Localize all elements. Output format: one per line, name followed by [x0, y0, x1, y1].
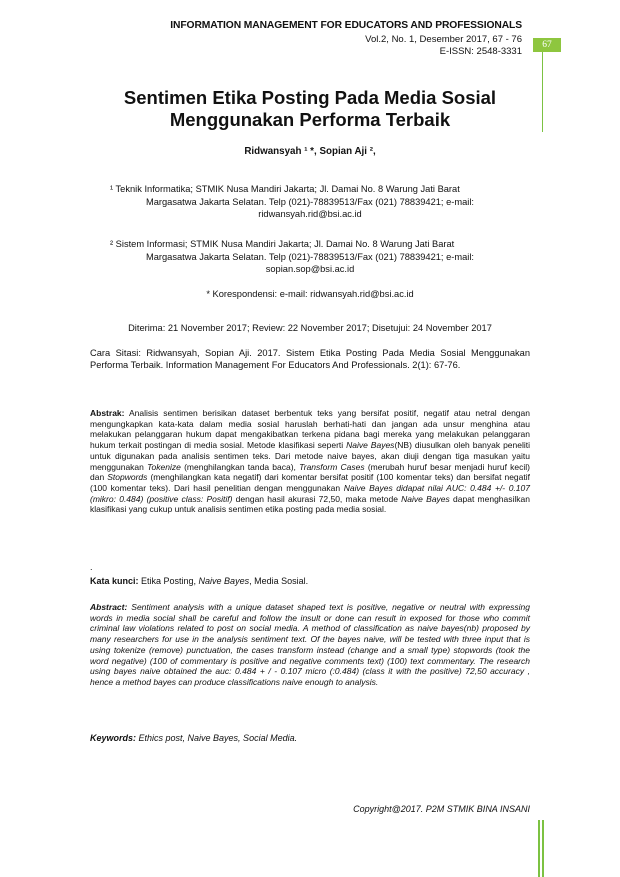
- keywords-en: [90, 733, 530, 743]
- stray-dot: .: [90, 562, 93, 572]
- abstract-en-label: Abstract:: [90, 602, 128, 612]
- affiliation-1: [110, 183, 510, 221]
- authors: Ridwansyah ¹ *, Sopian Aji ²,: [244, 146, 376, 157]
- affiliation-2-line-2: Margasatwa Jakarta Selatan. Telp (021)-78839513/Fax (021) 78839421; e-mail:: [146, 251, 474, 262]
- abstrak-text-7: dapat menghasilkan klasifikasi yang cukup untuk analisis sentimen etika posting pada media sosial.: [90, 493, 530, 515]
- affiliation-2: [110, 238, 510, 276]
- copyright: Copyright@2017. P2M STMIK BINA INSANI: [353, 804, 530, 814]
- title-line-2: Menggunakan Performa Terbaik: [169, 109, 451, 130]
- abstrak-text-1: Analisis sentimen berisikan dataset berbentuk teks yang bersifat positif, negatif atau netral dengan mengungkapkan kata-kata dalam media sosial haruslah berhati-hati dan jangan ada unsur menghina atau melakukan pelanggaran hukum dapat mengakibatkan terkena pidana bagi mereka yang melakukan pelanggaran hukum terkait postingan di media sosial. Metode klasifikasi seperti: [90, 408, 530, 451]
- side-bar-bottom-2: [542, 820, 544, 877]
- abstrak-italic-5: Naive Bayes didapat nilai AUC: 0.484 +/- 0.107 (mikro: 0.484) (positive class: Positif): [90, 482, 530, 504]
- keywords-en-text: Ethics post, Naive Bayes, Social Media.: [136, 733, 298, 743]
- abstrak-text-3: (menghilangkan tanda baca),: [180, 461, 300, 472]
- abstrak-label: Abstrak:: [90, 408, 125, 418]
- affiliation-1-line-2: Margasatwa Jakarta Selatan. Telp (021)-78839513/Fax (021) 78839421; e-mail:: [146, 196, 474, 207]
- abstrak-text-6: dengan hasil akurasi 72,50, maka metode: [232, 493, 402, 504]
- abstract-en-paragraph: [90, 602, 530, 688]
- title-line-1: Sentimen Etika Posting Pada Media Sosial: [123, 87, 497, 108]
- affiliation-2-line-1: ² Sistem Informasi; STMIK Nusa Mandiri Jakarta; Jl. Damai No. 8 Warung Jati Barat: [110, 239, 455, 249]
- abstrak-text-2: (NB) diusulkan oleh banyak peneliti untuk digunakan pada analisis sentimen teks. Dari metode naive bayes, akan diuji dengan tiga masukan yaitu menggunakan: [90, 440, 531, 472]
- paper-title: [40, 87, 580, 131]
- volume-info: Vol.2, No. 1, Desember 2017, 67 - 76: [365, 34, 522, 45]
- abstrak-italic-3: Transform Cases: [299, 461, 365, 472]
- issn: E-ISSN: 2548-3331: [439, 46, 522, 57]
- kata-kunci-italic: Naive Bayes: [198, 576, 250, 586]
- abstrak-italic-1: Naive Bayes: [346, 440, 395, 451]
- kata-kunci: [90, 576, 530, 586]
- citation: Cara Sitasi: Ridwansyah, Sopian Aji. 2017. Sistem Etika Posting Pada Media Sosial Menggunakan Performa Terbaik. Information Management For Educators And Professionals. 2(1): 67-76.: [90, 348, 530, 370]
- affiliation-2-line-3: sopian.sop@bsi.ac.id: [265, 264, 355, 274]
- journal-name: INFORMATION MANAGEMENT FOR EDUCATORS AND PROFESSIONALS: [170, 20, 522, 31]
- kata-kunci-text-2: , Media Sosial.: [249, 576, 309, 586]
- affiliation-1-line-3: ridwansyah.rid@bsi.ac.id: [258, 209, 362, 219]
- submission-dates: Diterima: 21 November 2017; Review: 22 November 2017; Disetujui: 24 November 2017: [128, 323, 492, 333]
- abstrak-italic-6: Naive Bayes: [401, 493, 450, 504]
- abstrak-italic-2: Tokenize: [147, 461, 181, 472]
- kata-kunci-label: Kata kunci:: [90, 576, 139, 586]
- page-number-badge: 67: [533, 38, 561, 52]
- correspondence: * Korespondensi: e-mail: ridwansyah.rid@bsi.ac.id: [206, 289, 414, 299]
- abstract-en-text: Sentiment analysis with a unique dataset shaped text is positive, negative or neutral with expressing words in media social shall be careful and follow the insult or done can result in exposed for those who commit criminal law violations related to post on social media. A method of classification as naive bayes(nb) proposed by many researchers for use in the analysis sentiment text. Of the bayes naive, will be tested with three input that is using tokenize (remove) punctuation, the cases transform instead (change and a small type) stopwords (took the word negative) (100 of commentary is positive and negative comments text) (100) text commentary. The research using bayes naive obtained the auc: 0.484 + / - 0.107 micro (:0.484) (class it with the positive) 72,50 accuracy , hence a method bayes can produce classifications naive enough to analysis.: [90, 602, 530, 687]
- kata-kunci-text-1: Etika Posting,: [138, 576, 199, 586]
- side-bar-bottom-1: [538, 820, 540, 877]
- abstrak-italic-4: Stopwords: [107, 472, 148, 483]
- abstrak-text-5: (menghilangkan kata negatif) dari komentar bersifat positif (100 komentar teks) dan bersifat negatif (100 komentar teks). Dari hasil penelitian dengan menggunakan: [90, 472, 530, 493]
- keywords-en-label: Keywords:: [90, 733, 137, 743]
- affiliation-1-line-1: ¹ Teknik Informatika; STMIK Nusa Mandiri Jakarta; Jl. Damai No. 8 Warung Jati Barat: [110, 184, 460, 194]
- abstrak-paragraph: [90, 408, 530, 515]
- abstrak-text-4: (merubah huruf besar menjadi huruf kecil) dan: [90, 461, 531, 483]
